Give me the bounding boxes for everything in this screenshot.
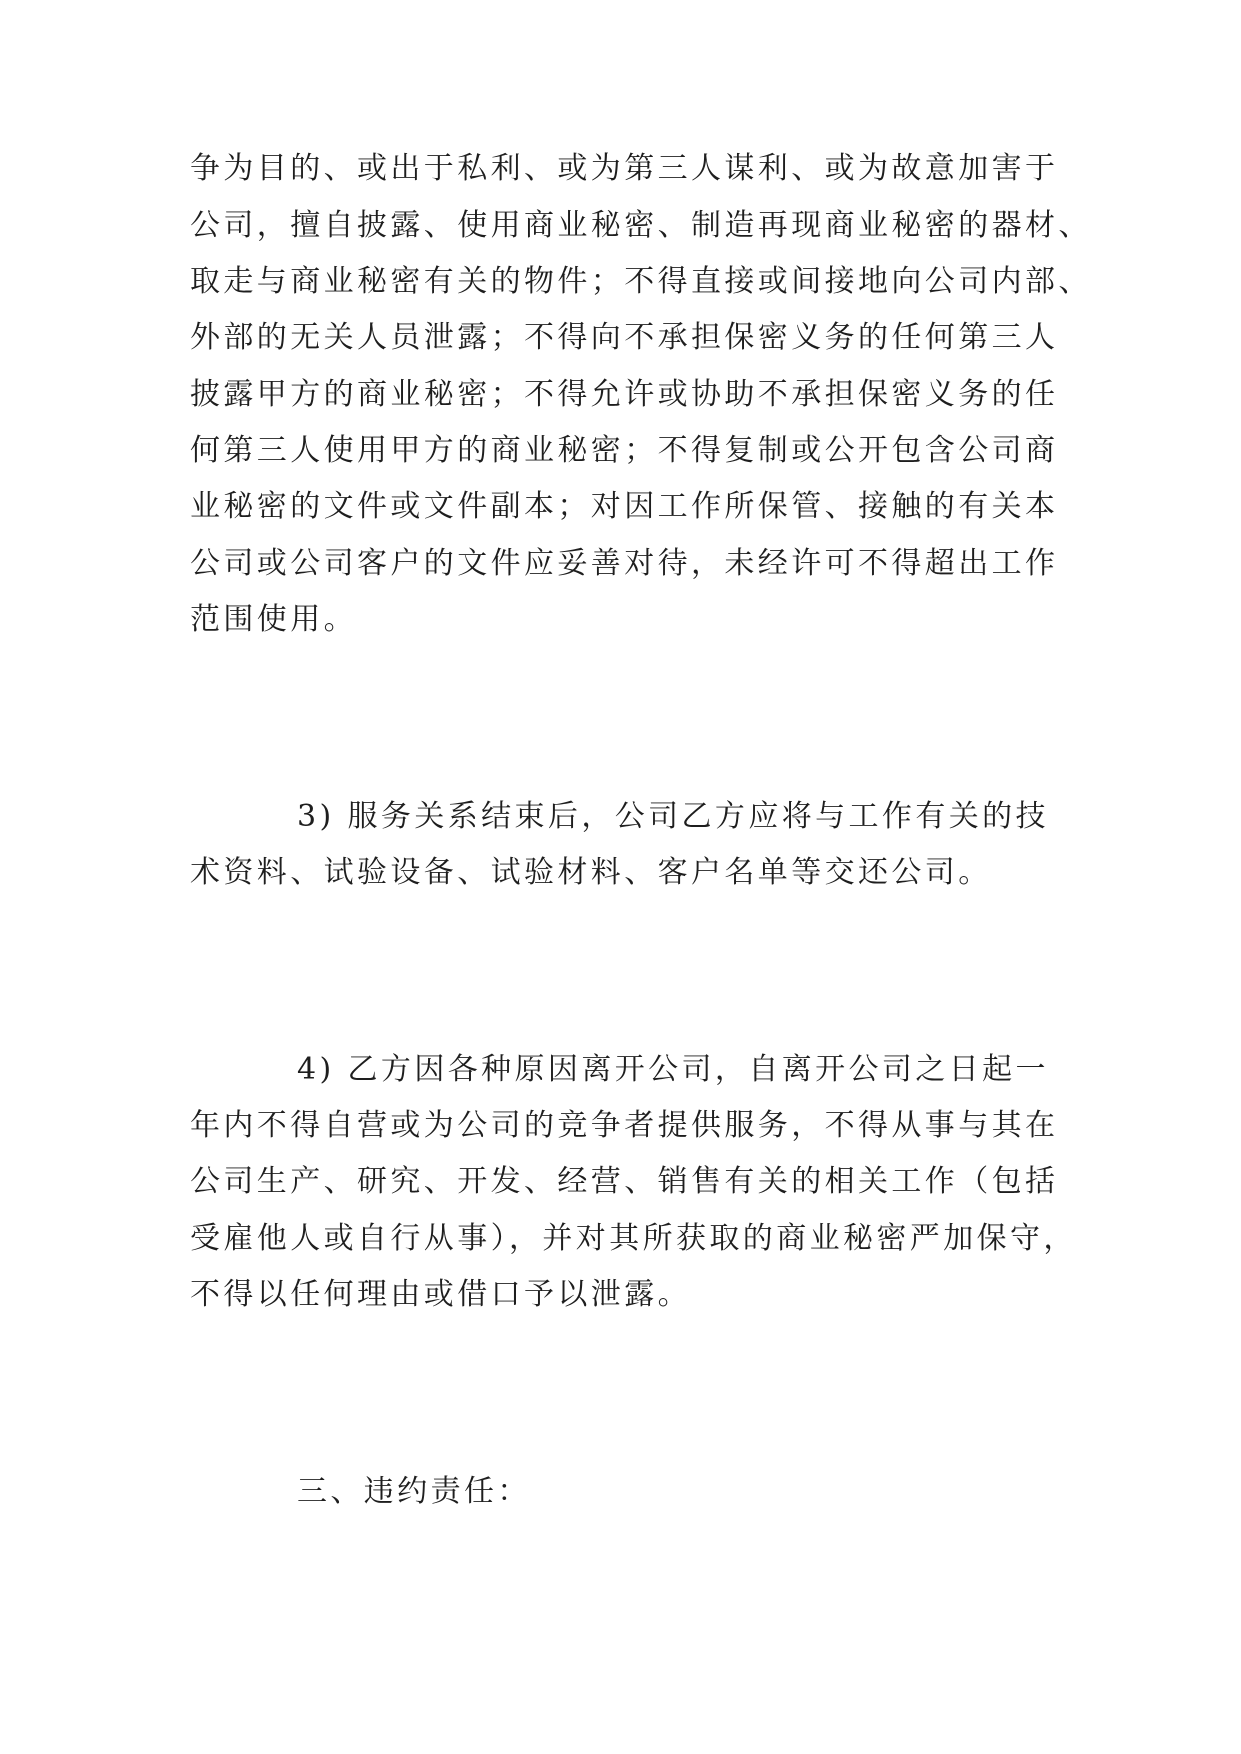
- paragraph-1-line-7: 业秘密的文件或文件副本；对因工作所保管、接触的有关本: [190, 489, 1059, 524]
- paragraph-3-line-5: 不得以任何理由或借口予以泄露。: [190, 1277, 691, 1312]
- paragraph-1-line-8: 公司或公司客户的文件应妥善对待，未经许可不得超出工作: [190, 546, 1059, 581]
- paragraph-3-line-4: 受雇他人或自行从事），并对其所获取的商业秘密严加保守，: [190, 1221, 1077, 1256]
- paragraph-1-line-6: 何第三人使用甲方的商业秘密；不得复制或公开包含公司商: [190, 433, 1059, 468]
- paragraph-3-line-2: 年内不得自营或为公司的竞争者提供服务，不得从事与其在: [190, 1108, 1059, 1143]
- paragraph-2-line-1: 3) 服务关系结束后，公司乙方应将与工作有关的技: [297, 799, 1049, 834]
- paragraph-1-line-2: 公司，擅自披露、使用商业秘密、制造再现商业秘密的器材、: [190, 208, 1092, 243]
- paragraph-1-line-5: 披露甲方的商业秘密；不得允许或协助不承担保密义务的任: [190, 377, 1059, 412]
- paragraph-1-line-1: 争为目的、或出于私利、或为第三人谋利、或为故意加害于: [190, 151, 1059, 186]
- paragraph-2-line-2: 术资料、试验设备、试验材料、客户名单等交还公司。: [190, 855, 992, 890]
- paragraph-1-line-3: 取走与商业秘密有关的物件；不得直接或间接地向公司内部、: [190, 264, 1092, 299]
- paragraph-3-line-3: 公司生产、研究、开发、经营、销售有关的相关工作（包括: [190, 1164, 1059, 1199]
- section-heading-breach-liability: 三、违约责任：: [297, 1474, 531, 1509]
- paragraph-1-line-9: 范围使用。: [190, 602, 357, 637]
- paragraph-1-line-4: 外部的无关人员泄露；不得向不承担保密义务的任何第三人: [190, 320, 1059, 355]
- paragraph-3-line-1: 4) 乙方因各种原因离开公司，自离开公司之日起一: [297, 1052, 1049, 1087]
